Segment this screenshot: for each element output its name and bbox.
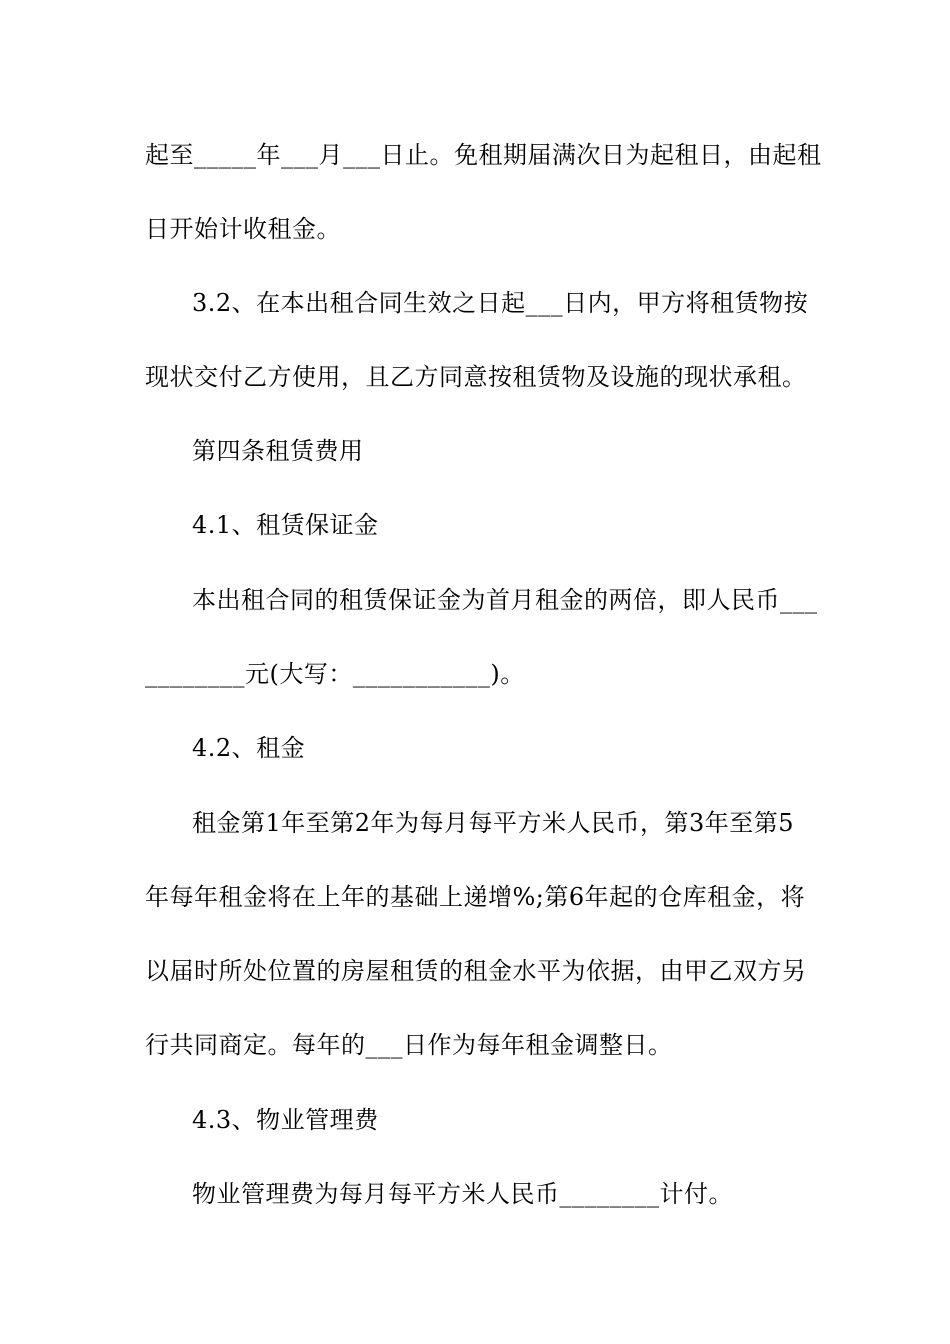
- article-heading: 第四条租赁费用: [192, 437, 364, 465]
- paragraph-line: 租金第1年至第2年为每月每平方米人民币，第3年至第5: [192, 809, 795, 837]
- section-heading: 4.1、租赁保证金: [192, 511, 379, 539]
- paragraph-line: 起至_____年___月___日止。免租期届满次日为起租日，由起租: [145, 141, 822, 169]
- paragraph-line: 现状交付乙方使用，且乙方同意按租赁物及设施的现状承租。: [145, 363, 807, 391]
- paragraph-line: 行共同商定。每年的___日作为每年租金调整日。: [145, 1031, 673, 1059]
- paragraph-line: 物业管理费为每月每平方米人民币________计付。: [192, 1180, 733, 1208]
- section-line: 3.2、在本出租合同生效之日起___日内，甲方将租赁物按: [192, 289, 809, 317]
- section-heading: 4.3、物业管理费: [192, 1106, 379, 1134]
- paragraph-line: 以届时所处位置的房屋租赁的租金水平为依据，由甲乙双方另: [145, 957, 807, 985]
- section-heading: 4.2、租金: [192, 734, 306, 762]
- paragraph-line: 年每年租金将在上年的基础上递增%;第6年起的仓库租金，将: [145, 883, 806, 911]
- paragraph-line: 本出租合同的租赁保证金为首月租金的两倍，即人民币___: [192, 586, 818, 614]
- paragraph-line: ________元(大写：___________)。: [145, 660, 525, 688]
- paragraph-line: 日开始计收租金。: [145, 215, 341, 243]
